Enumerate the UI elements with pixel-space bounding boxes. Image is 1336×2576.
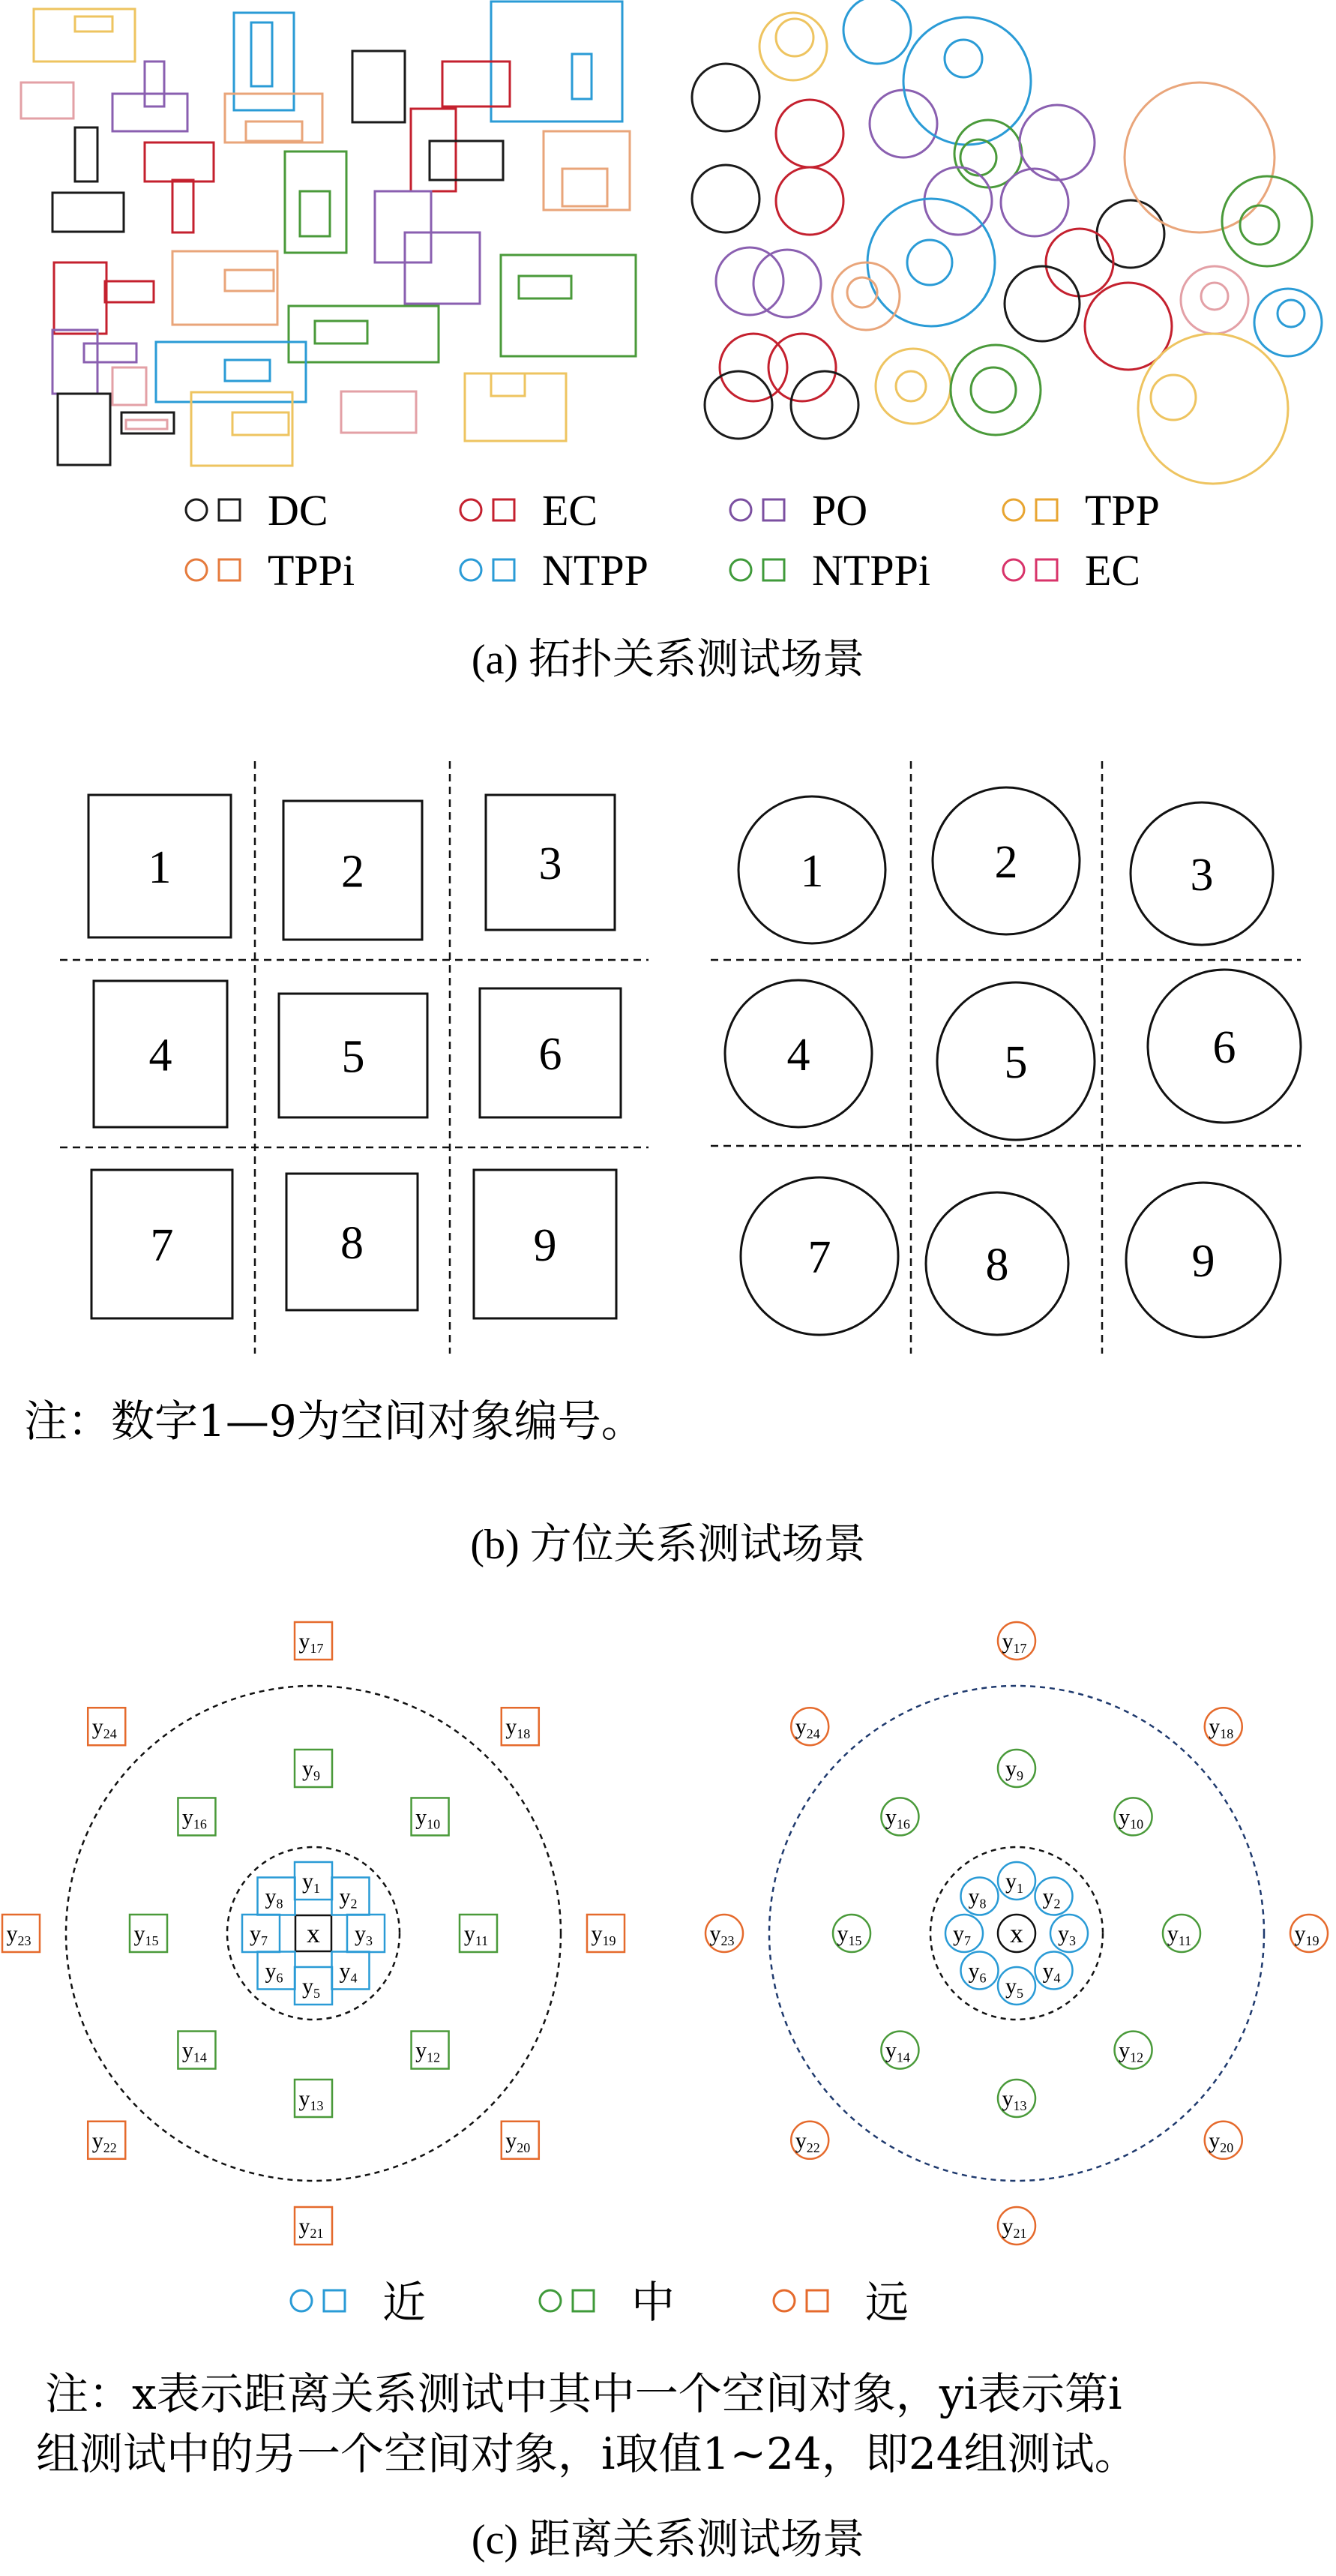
distance-object-label: $y_{18}$ — [505, 1714, 531, 1742]
note-c-line1: 注：x表示距离关系测试中其中一个空间对象，yi表示第i — [45, 2368, 1122, 2419]
topology-circle — [716, 247, 783, 315]
distance-object-label: $y_6$ — [265, 1958, 283, 1986]
legend-label: PO — [812, 486, 868, 535]
circle-number: 9 — [1191, 1236, 1215, 1287]
legend-square-icon — [219, 499, 240, 520]
subscript: 21 — [310, 2226, 324, 2241]
topology-rect — [145, 61, 164, 106]
topology-rect — [442, 61, 510, 106]
topology-circle — [1097, 200, 1164, 268]
subscript: 22 — [806, 2140, 820, 2155]
distance-object-label: $y_7$ — [250, 1921, 268, 1948]
legend-square-icon — [763, 559, 784, 580]
legend-circle-icon — [1003, 499, 1024, 520]
subscript: 12 — [1130, 2050, 1144, 2065]
legend-label: DC — [268, 486, 328, 535]
legend-circle-icon — [291, 2290, 312, 2311]
topology-rect — [58, 394, 110, 465]
distance-object-label: $y_1$ — [302, 1869, 320, 1896]
distance-object-label: $y_{11}$ — [463, 1921, 489, 1948]
topology-rect — [225, 360, 270, 381]
distance-object-label: $y_{16}$ — [885, 1804, 910, 1832]
distance-object-label: $y_{20}$ — [1209, 2128, 1234, 2155]
topology-circle — [960, 139, 996, 175]
topology-circle — [1278, 300, 1305, 327]
topology-rect — [572, 54, 592, 99]
subscript: 8 — [979, 1896, 987, 1912]
square-number: 8 — [340, 1218, 364, 1269]
subscript: 23 — [17, 1933, 31, 1948]
distance-object-label: $y_{21}$ — [1002, 2214, 1027, 2241]
topology-circle — [870, 90, 937, 157]
distance-object-label: $y_{14}$ — [885, 2038, 910, 2065]
topology-circle — [867, 199, 995, 326]
subscript: 16 — [193, 1816, 207, 1832]
topology-circle — [907, 240, 952, 285]
direction-circles — [725, 787, 1301, 1337]
distance-legend — [291, 2277, 909, 2328]
topology-circle — [1138, 334, 1288, 484]
subscript: 4 — [350, 1970, 358, 1986]
topology-rect — [225, 270, 274, 291]
distance-left-scene — [2, 1622, 625, 2245]
topology-rect — [191, 392, 292, 466]
subscript: 3 — [1069, 1933, 1076, 1948]
distance-object-label: $y_9$ — [1005, 1756, 1023, 1783]
distance-object-label: $y_{22}$ — [795, 2128, 820, 2155]
topology-circle — [791, 371, 858, 439]
distance-object-label: $y_{15}$ — [133, 1921, 159, 1948]
circle-number: 8 — [985, 1240, 1009, 1291]
center-label: x — [1010, 1918, 1023, 1948]
direction-squares — [88, 795, 621, 1318]
distance-object-label: $y_2$ — [1042, 1884, 1061, 1912]
square-number: 4 — [148, 1030, 172, 1081]
topology-rect — [375, 191, 431, 262]
legend-label: EC — [1085, 546, 1141, 595]
subscript: 20 — [1220, 2140, 1234, 2155]
topology-rect — [430, 141, 503, 180]
topology-circle — [759, 13, 827, 80]
topology-rectangles — [21, 1, 636, 466]
subscript: 12 — [427, 2050, 441, 2065]
circle-number: 2 — [994, 837, 1018, 888]
subscript: 1 — [313, 1881, 320, 1896]
distance-object-label: $y_{16}$ — [181, 1804, 207, 1832]
topology-rect — [75, 127, 97, 181]
topology-circle — [705, 371, 772, 439]
distance-object-label: $y_7$ — [953, 1921, 971, 1948]
subscript: 10 — [427, 1816, 441, 1832]
legend-circle-icon — [186, 499, 207, 520]
legend-circle-icon — [1003, 559, 1024, 580]
topology-circle — [1181, 266, 1248, 334]
subscript: 11 — [475, 1933, 489, 1948]
distance-object-label: $y_{24}$ — [91, 1714, 117, 1742]
topology-rect — [105, 281, 154, 302]
topology-rect — [300, 191, 330, 236]
distance-object-label: $y_{12}$ — [1119, 2038, 1144, 2065]
distance-object-label: $y_6$ — [968, 1958, 987, 1986]
distance-object-label: $y_{12}$ — [415, 2038, 441, 2065]
topology-rect — [54, 262, 106, 334]
distance-object-label: $y_{24}$ — [795, 1714, 820, 1742]
topology-rect — [341, 391, 416, 433]
subscript: 4 — [1053, 1970, 1061, 1986]
legend-square-icon — [324, 2290, 345, 2311]
topology-circle — [776, 100, 843, 167]
topology-circle — [776, 167, 843, 235]
distance-object-label: $y_4$ — [339, 1958, 358, 1986]
subscript: 2 — [350, 1896, 358, 1912]
topology-circle — [692, 64, 759, 131]
topology-rect — [84, 343, 136, 362]
subscript: 10 — [1130, 1816, 1144, 1832]
topology-legend — [186, 486, 1160, 595]
topology-circle — [896, 371, 926, 401]
subscript: 19 — [1305, 1933, 1320, 1948]
distance-object-label: $y_3$ — [355, 1921, 373, 1948]
legend-label: NTPPi — [812, 546, 930, 595]
topology-circle — [753, 250, 821, 317]
distance-object-label: $y_{10}$ — [415, 1804, 441, 1832]
subscript: 5 — [1017, 1986, 1023, 2001]
circle-number: 4 — [786, 1030, 810, 1081]
topology-rect — [519, 276, 571, 298]
topology-rect — [172, 180, 193, 232]
legend-label: 近 — [382, 2277, 427, 2328]
caption-c: (c) 距离关系测试场景 — [471, 2517, 865, 2563]
distance-object-label: $y_{17}$ — [298, 1629, 324, 1656]
subscript: 1 — [1017, 1881, 1023, 1896]
legend-circle-icon — [186, 559, 207, 580]
legend-label: TPP — [1085, 486, 1160, 535]
topology-circle — [776, 19, 813, 56]
topology-rect — [491, 373, 525, 396]
subscript: 18 — [517, 1726, 531, 1742]
subscript: 15 — [145, 1933, 159, 1948]
subscript: 9 — [1017, 1768, 1023, 1783]
square-number: 9 — [533, 1220, 557, 1271]
square-number: 3 — [538, 838, 562, 889]
circle-number: 6 — [1212, 1022, 1236, 1073]
topology-rect — [126, 420, 167, 429]
square-number: 7 — [150, 1220, 174, 1271]
topology-rect — [145, 142, 214, 181]
legend-circle-icon — [540, 2290, 561, 2311]
topology-circle — [832, 262, 900, 330]
legend-square-icon — [1036, 499, 1057, 520]
subscript: 14 — [896, 2050, 910, 2065]
topology-rect — [501, 255, 636, 356]
distance-object-label: $y_2$ — [339, 1884, 358, 1912]
topology-circle — [945, 40, 982, 77]
topology-circle — [1254, 289, 1322, 356]
topology-circle — [971, 367, 1016, 412]
circle-number: 5 — [1004, 1037, 1028, 1088]
topology-rect — [232, 412, 289, 435]
topology-circle — [1201, 283, 1228, 310]
distance-object-label: $y_5$ — [1005, 1974, 1023, 2001]
subscript: 14 — [193, 2050, 207, 2065]
distance-object-label: $y_4$ — [1042, 1958, 1061, 1986]
distance-right-scene — [705, 1622, 1328, 2245]
topology-circle — [876, 349, 951, 424]
distance-object-label: $y_3$ — [1058, 1921, 1076, 1948]
topology-rect — [562, 169, 607, 206]
topology-rect — [112, 94, 187, 131]
note-c-line2: 组测试中的另一个空间对象，i取值1~24，即24组测试。 — [36, 2428, 1138, 2479]
distance-object-label: $y_{21}$ — [298, 2214, 324, 2241]
topology-circle — [1125, 82, 1275, 232]
topology-rect — [52, 193, 124, 232]
distance-object-label: $y_{13}$ — [298, 2086, 324, 2113]
subscript: 24 — [806, 1726, 820, 1742]
distance-object-label: $y_{10}$ — [1119, 1804, 1144, 1832]
legend-label: 中 — [631, 2277, 675, 2328]
topology-rect — [352, 51, 405, 122]
subscript: 21 — [1013, 2226, 1027, 2241]
topology-rect — [289, 306, 439, 362]
subscript: 17 — [1013, 1641, 1027, 1656]
topology-circle — [1005, 266, 1080, 341]
topology-circle — [768, 334, 836, 401]
topology-circle — [1046, 229, 1113, 296]
subscript: 6 — [979, 1970, 987, 1986]
distance-object-label: $y_{19}$ — [591, 1921, 616, 1948]
subscript: 2 — [1053, 1896, 1061, 1912]
square-number: 1 — [148, 842, 172, 893]
topology-rect — [112, 367, 146, 405]
topology-circle — [847, 277, 877, 307]
distance-object-label: $y_{22}$ — [91, 2128, 117, 2155]
legend-label: 远 — [865, 2277, 909, 2328]
circle-number: 1 — [800, 846, 824, 897]
distance-object-label: $y_5$ — [302, 1974, 320, 2001]
legend-square-icon — [493, 559, 514, 580]
legend-circle-icon — [460, 499, 481, 520]
subscript: 22 — [103, 2140, 117, 2155]
caption-a: (a) 拓扑关系测试场景 — [471, 637, 865, 683]
square-number: 2 — [341, 846, 364, 898]
distance-object-label: $y_{14}$ — [181, 2038, 207, 2065]
distance-object-label: $y_{19}$ — [1294, 1921, 1320, 1948]
distance-object-label: $y_{23}$ — [6, 1921, 31, 1948]
legend-circle-icon — [730, 499, 751, 520]
topology-rect — [251, 22, 272, 86]
topology-circles — [692, 0, 1322, 484]
legend-label: NTPP — [542, 546, 649, 595]
legend-label: EC — [542, 486, 598, 535]
distance-object-label: $y_9$ — [302, 1756, 320, 1783]
subscript: 11 — [1178, 1933, 1192, 1948]
topology-rect — [285, 151, 346, 253]
subscript: 19 — [602, 1933, 616, 1948]
subscript: 16 — [896, 1816, 910, 1832]
legend-circle-icon — [774, 2290, 795, 2311]
topology-circle — [903, 17, 1031, 145]
topology-rect — [234, 13, 294, 110]
distance-object-label: $y_{15}$ — [837, 1921, 862, 1948]
topology-rect — [544, 131, 630, 210]
topology-circle — [1151, 375, 1196, 420]
circle-number: 7 — [807, 1232, 831, 1283]
distance-object-label: $y_{23}$ — [709, 1921, 735, 1948]
topology-rect — [225, 94, 322, 142]
subscript: 23 — [720, 1933, 735, 1948]
topology-circle — [1240, 205, 1279, 244]
distance-object-label: $y_8$ — [968, 1884, 987, 1912]
legend-square-icon — [807, 2290, 828, 2311]
distance-object-label: $y_1$ — [1005, 1869, 1023, 1896]
topology-circle — [843, 0, 911, 64]
note-b: 注：数字1—9为空间对象编号。 — [24, 1396, 645, 1447]
caption-b: (b) 方位关系测试场景 — [470, 1522, 866, 1568]
square-number: 6 — [538, 1029, 562, 1080]
subscript: 15 — [848, 1933, 862, 1948]
subscript: 13 — [1013, 2098, 1027, 2113]
topology-rect — [246, 121, 302, 141]
distance-object-label: $y_{18}$ — [1209, 1714, 1234, 1742]
distance-object-label: $y_{11}$ — [1167, 1921, 1192, 1948]
legend-square-icon — [219, 559, 240, 580]
legend-label: TPPi — [268, 546, 355, 595]
topology-circle — [692, 165, 759, 232]
topology-rect — [405, 232, 480, 304]
subscript: 8 — [276, 1896, 283, 1912]
center-label: x — [307, 1918, 320, 1948]
subscript: 24 — [103, 1726, 117, 1742]
topology-circle — [951, 345, 1041, 435]
distance-object-label: $y_{13}$ — [1002, 2086, 1027, 2113]
subscript: 5 — [313, 1986, 320, 2001]
subscript: 6 — [276, 1970, 283, 1986]
circle-number: 3 — [1190, 850, 1214, 901]
legend-circle-icon — [460, 559, 481, 580]
distance-object-label: $y_8$ — [265, 1884, 283, 1912]
legend-square-icon — [493, 499, 514, 520]
subscript: 7 — [964, 1933, 971, 1948]
distance-object-label: $y_{17}$ — [1002, 1629, 1027, 1656]
subscript: 13 — [310, 2098, 324, 2113]
subscript: 7 — [261, 1933, 268, 1948]
subscript: 18 — [1220, 1726, 1234, 1742]
legend-square-icon — [763, 499, 784, 520]
distance-object-label: $y_{20}$ — [505, 2128, 531, 2155]
subscript: 20 — [517, 2140, 531, 2155]
square-number: 5 — [341, 1031, 365, 1083]
legend-circle-icon — [730, 559, 751, 580]
topology-rect — [75, 16, 112, 31]
subscript: 9 — [313, 1768, 320, 1783]
legend-square-icon — [1036, 559, 1057, 580]
topology-rect — [315, 321, 367, 343]
subscript: 3 — [366, 1933, 373, 1948]
topology-rect — [465, 373, 566, 441]
subscript: 17 — [310, 1641, 324, 1656]
topology-rect — [21, 82, 73, 118]
legend-square-icon — [573, 2290, 594, 2311]
topology-circle — [1001, 169, 1068, 236]
